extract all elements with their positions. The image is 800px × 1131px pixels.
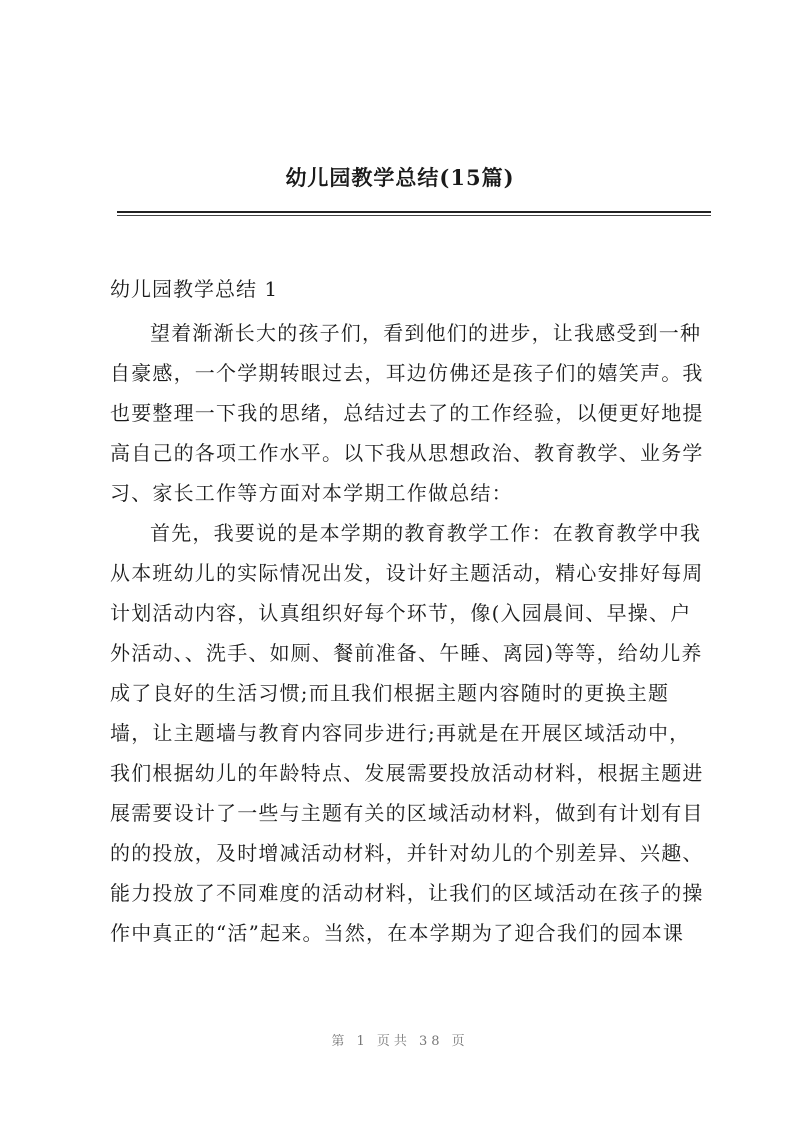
paragraph-line: 的的投放，及时增减活动材料，并针对幼儿的个别差异、兴趣、	[110, 841, 704, 865]
paragraph-line: 计划活动内容，认真组织好每个环节，像(入园晨间、早操、户	[110, 601, 692, 625]
paragraph-line: 展需要设计了一些与主题有关的区域活动材料，做到有计划有目	[110, 801, 704, 825]
page-title: 幼儿园教学总结(15篇)	[285, 165, 515, 190]
paragraph-line: 从本班幼儿的实际情况出发，设计好主题活动，精心安排好每周	[110, 561, 704, 585]
paragraph-line: 能力投放了不同难度的活动材料，让我们的区域活动在孩子的操	[110, 881, 704, 905]
paragraph-line: 自豪感，一个学期转眼过去，耳边仿佛还是孩子们的嬉笑声。我	[110, 361, 704, 385]
paragraph-line: 望着渐渐长大的孩子们，看到他们的进步，让我感受到一种	[150, 321, 702, 345]
paragraph-line: 外活动、、洗手、如厕、餐前准备、午睡、离园)等等，给幼儿养	[110, 641, 703, 665]
paragraph-line: 墙，让主题墙与教育内容同步进行;再就是在开展区域活动中，	[110, 721, 691, 745]
paragraph-line: 成了良好的生活习惯;而且我们根据主题内容随时的更换主题	[110, 681, 670, 705]
paragraph-line: 习、家长工作等方面对本学期工作做总结：	[110, 481, 513, 505]
paragraph-line: 高自己的各项工作水平。以下我从思想政治、教育教学、业务学	[110, 441, 704, 465]
paragraph-line: 也要整理一下我的思绪，总结过去了的工作经验，以便更好地提	[110, 401, 704, 425]
page-footer: 第 1 页共 38 页	[331, 1034, 469, 1049]
paragraph-1	[110, 313, 712, 513]
paragraph-2	[110, 513, 712, 953]
title-rule-thin	[117, 215, 711, 216]
paragraph-line: 作中真正的“活”起来。当然，在本学期为了迎合我们的园本课	[110, 921, 685, 945]
paragraph-line: 我们根据幼儿的年龄特点、发展需要投放活动材料，根据主题进	[110, 761, 704, 785]
paragraph-line: 首先，我要说的是本学期的教育教学工作：在教育教学中我	[150, 521, 702, 545]
section-heading: 幼儿园教学总结 1	[110, 277, 279, 301]
title-rule	[117, 211, 711, 213]
